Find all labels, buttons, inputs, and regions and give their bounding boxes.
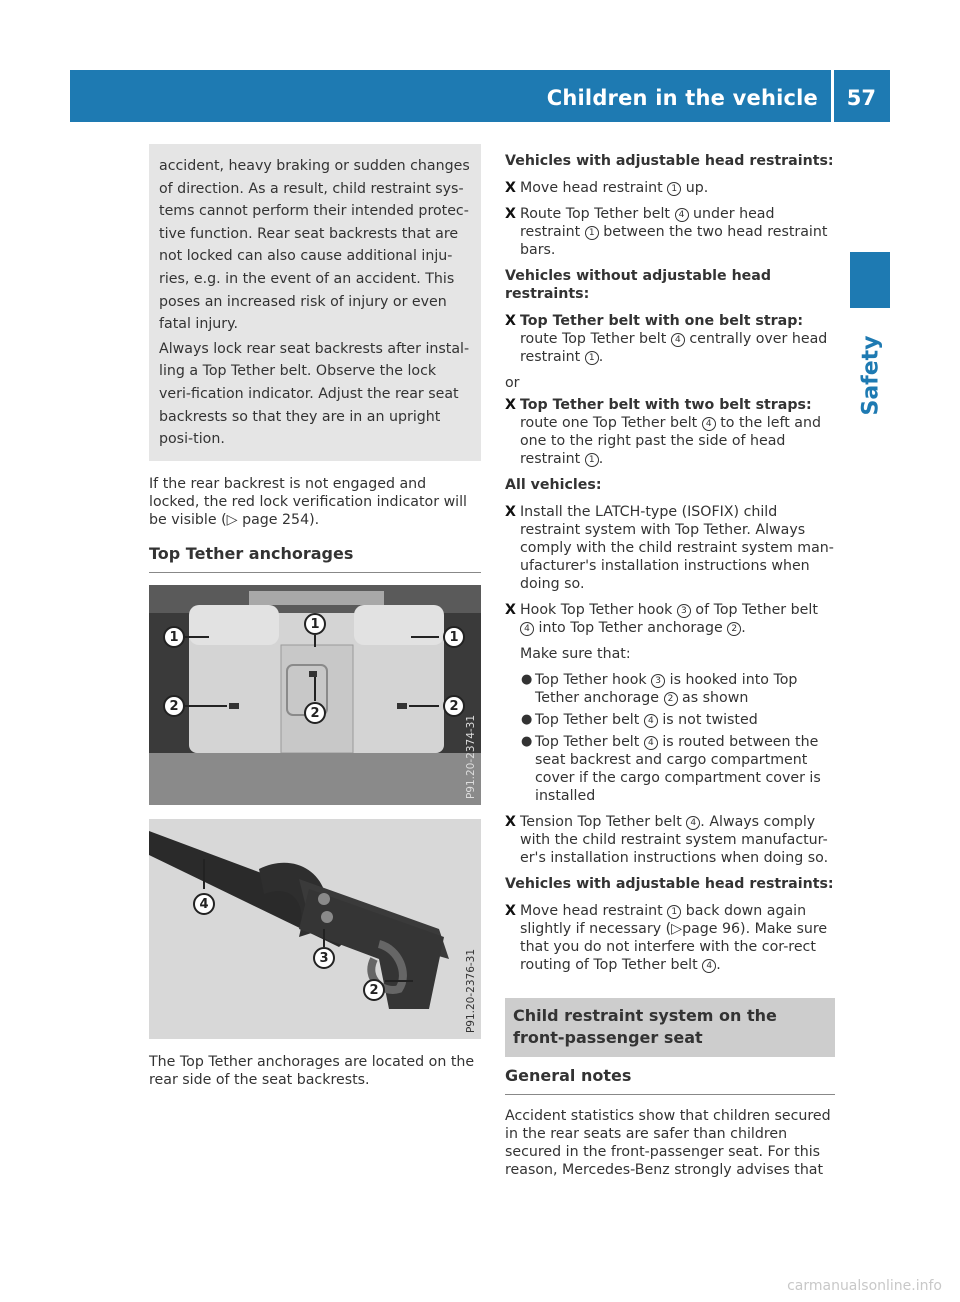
callout-ref: 1 <box>667 182 681 196</box>
callout-ref: 4 <box>644 714 658 728</box>
figure-code: P91.20-2376-31 <box>465 948 477 1033</box>
step-marker-icon: X <box>505 180 516 196</box>
page-ref-arrow-icon: ▷ <box>671 921 683 937</box>
page-ref-link[interactable]: page 254). <box>242 511 320 528</box>
step-marker-icon: X <box>505 206 516 222</box>
instruction-step: X Route Top Tether belt 4 under head restraint 1 between the two head restraint bars. <box>505 206 828 258</box>
callout-ref: 2 <box>727 622 741 636</box>
callout-ref: 1 <box>585 453 599 467</box>
callout-ref: 2 <box>664 692 678 706</box>
callout-ref: 1 <box>585 351 599 365</box>
callout-ref: 4 <box>686 816 700 830</box>
warning-box <box>149 144 481 461</box>
page-ref-arrow-icon: ▷ <box>226 511 238 528</box>
right-column <box>505 152 835 1179</box>
subheading: All vehicles: <box>505 477 602 493</box>
bullet-icon: ● <box>521 734 533 749</box>
callout-ref: 3 <box>651 674 665 688</box>
callout-ref: 4 <box>702 417 716 431</box>
step-marker-icon: X <box>505 602 516 618</box>
callout-ref: 4 <box>520 622 534 636</box>
subheading: Vehicles with adjustable head restraints: <box>505 153 834 169</box>
header-bar <box>70 70 890 122</box>
instruction-step: X Top Tether belt with one belt strap: route Top Tether belt 4 centrally over head restraint 1 . <box>505 313 828 365</box>
subheading: Vehicles with adjustable head restraints: <box>505 876 834 892</box>
indicator-paragraph: If the rear backrest is not engaged and locked, the red lock verification indicator will be visible (▷ page 254). <box>149 475 467 528</box>
callout-ref: 4 <box>671 333 685 347</box>
callout-2: 2 <box>363 979 385 1001</box>
instruction-step: X Move head restraint 1 up. <box>505 180 709 196</box>
callout-2-center: 2 <box>304 702 326 724</box>
callout-ref: 4 <box>675 208 689 222</box>
figure-rear-seat-backrests <box>149 585 481 805</box>
callout-2-left: 2 <box>163 695 185 717</box>
figure-code: P91.20-2374-31 <box>465 714 477 799</box>
instruction-step: X Tension Top Tether belt 4 . Always comply with the child restraint system manufactur-er's installation instructions when doing so. <box>505 814 829 866</box>
callout-ref: 1 <box>585 226 599 240</box>
caption: The Top Tether anchorages are located on the rear side of the seat backrests. <box>149 1053 475 1088</box>
step-marker-icon: X <box>505 814 516 830</box>
step-marker-icon: X <box>505 504 516 520</box>
bullet-item: ● Top Tether belt 4 is routed between the seat backrest and cargo compartment cover if the cargo compartment cover is installed <box>521 734 821 804</box>
chapter-section-heading: Child restraint system on the front-passenger seat <box>505 998 835 1057</box>
instruction-step: X Move head restraint 1 back down again slightly if necessary (▷page 96). Make sure that you do not interfere with the cor-rect routing of Top Tether belt 4 . <box>505 903 828 973</box>
instruction-step: X Install the LATCH-type (ISOFIX) child restraint system with Top Tether. Always comply with the child restraint system man-ufacturer's installation instructions when doing so. <box>505 504 834 592</box>
or-label: or <box>505 375 520 391</box>
page-ref-link[interactable]: page 96). Make sure that you do not interfere with the cor-rect routing of Top Tether belt <box>520 921 828 973</box>
step-marker-icon: X <box>505 313 516 329</box>
callout-ref: 1 <box>667 905 681 919</box>
bullet-item: ● Top Tether belt 4 is not twisted <box>521 712 758 728</box>
step-marker-icon: X <box>505 903 516 919</box>
tether-hook-illustration <box>149 819 481 1039</box>
callout-ref: 3 <box>677 604 691 618</box>
callout-ref: 4 <box>702 959 716 973</box>
instruction-step: X Hook Top Tether hook 3 of Top Tether belt 4 into Top Tether anchorage 2 . <box>505 602 818 636</box>
section-heading: General notes <box>505 1057 835 1095</box>
watermark: carmanualsonline.info <box>787 1278 942 1294</box>
make-sure-label: Make sure that: <box>520 646 631 662</box>
callout-1-center: 1 <box>304 613 326 635</box>
warning-paragraph: Always lock rear seat backrests after instal-ling a Top Tether belt. Observe the lock veri-fication indicator. Adjust the rear seat backrests so that they are in an upright posi-tion. <box>159 340 470 448</box>
bullet-icon: ● <box>521 712 533 727</box>
side-tab-label: Safety <box>858 334 884 416</box>
callout-ref: 4 <box>644 736 658 750</box>
left-column <box>149 144 481 1089</box>
section-heading: Top Tether anchorages <box>149 545 481 573</box>
general-notes-paragraph: Accident statistics show that children secured in the rear seats are safer than children secured in the front-passenger seat. For this reason, Mercedes-Benz strongly advises that <box>505 1108 831 1178</box>
warning-paragraph: accident, heavy braking or sudden changes of direction. As a result, child restraint sys-tems cannot perform their intended protec-tive function. Rear seat backrests that are not locked can also cause additional inju-ries, e.g. in the event of an accident. This poses an increased risk of injury or even fatal injury. <box>159 158 470 333</box>
callout-1-left: 1 <box>163 626 185 648</box>
callout-1-right: 1 <box>443 626 465 648</box>
callout-2-right: 2 <box>443 695 465 717</box>
chapter-title: Children in the vehicle <box>546 86 818 110</box>
step-marker-icon: X <box>505 397 516 413</box>
bullet-item: ● Top Tether hook 3 is hooked into Top Tether anchorage 2 as shown <box>521 672 798 706</box>
header-divider <box>831 70 834 122</box>
callout-3: 3 <box>313 947 335 969</box>
callout-4: 4 <box>193 893 215 915</box>
page-number: 57 <box>846 86 876 110</box>
subheading: Vehicles without adjustable head restraints: <box>505 268 772 302</box>
bullet-icon: ● <box>521 672 533 687</box>
side-tab-marker <box>850 252 890 308</box>
figure-tether-hook <box>149 819 481 1039</box>
instruction-step: X Top Tether belt with two belt straps: route one Top Tether belt 4 to the left and one to the right past the side of head restraint 1 . <box>505 397 821 467</box>
